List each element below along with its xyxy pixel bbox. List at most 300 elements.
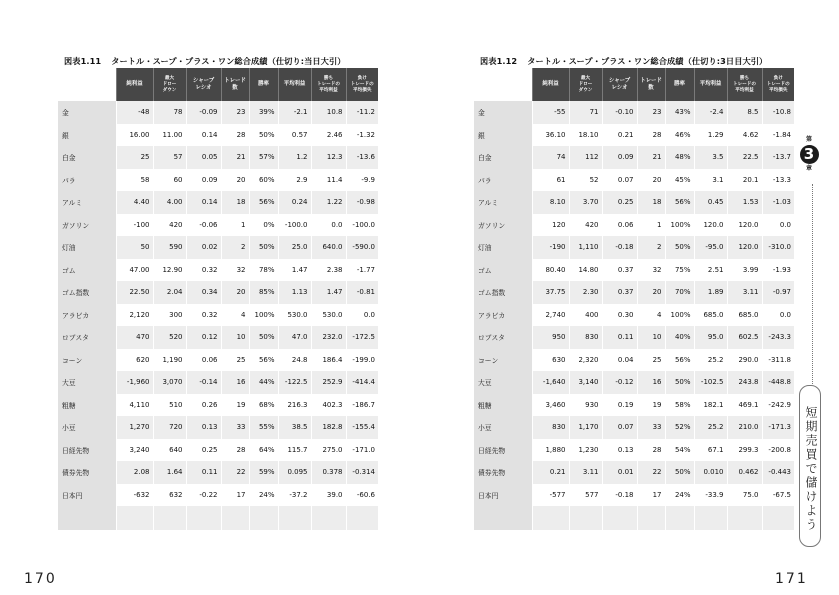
empty-cell xyxy=(278,506,311,530)
table-cell: -0.10 xyxy=(602,101,637,124)
empty-cell xyxy=(221,506,249,530)
table-cell: 590 xyxy=(153,236,186,259)
table-row xyxy=(474,416,794,439)
table-cell: 1,170 xyxy=(569,416,602,439)
table-cell: 28 xyxy=(637,124,665,147)
table-cell: 0.14 xyxy=(186,124,221,147)
table-cell: 25 xyxy=(221,349,249,372)
table-cell: 16.00 xyxy=(116,124,153,147)
empty-cell xyxy=(569,506,602,530)
table-cell: 58 xyxy=(116,169,153,192)
column-header: 負け トレードの 平均損失 xyxy=(762,68,794,101)
table-cell: 10.8 xyxy=(311,101,346,124)
header-corner xyxy=(58,68,116,101)
table-cell: 3,070 xyxy=(153,371,186,394)
table-cell: 3,140 xyxy=(569,371,602,394)
table-cell: 43% xyxy=(665,101,694,124)
table-cell: 1.89 xyxy=(694,281,727,304)
table-cell: 55% xyxy=(249,416,278,439)
table-cell: -199.0 xyxy=(346,349,378,372)
table-cell: 2.38 xyxy=(311,259,346,282)
table-cell: -95.0 xyxy=(694,236,727,259)
table-cell: 3.70 xyxy=(569,191,602,214)
empty-cell xyxy=(727,506,762,530)
chapter-suffix: 章 xyxy=(805,165,812,172)
table-cell: -590.0 xyxy=(346,236,378,259)
table-cell: 0.19 xyxy=(602,394,637,417)
results-table xyxy=(474,68,794,530)
table-cell: 3,240 xyxy=(116,439,153,462)
table-row xyxy=(474,169,794,192)
table-cell: 632 xyxy=(153,484,186,507)
table-cell: -171.0 xyxy=(346,439,378,462)
table-row xyxy=(474,236,794,259)
table-cell: 2.04 xyxy=(153,281,186,304)
table-row xyxy=(58,371,378,394)
table-cell: 12.3 xyxy=(311,146,346,169)
table-row xyxy=(474,259,794,282)
header-row xyxy=(58,68,378,101)
row-label: 債券先物 xyxy=(474,461,532,484)
row-label: アルミ xyxy=(58,191,116,214)
table-cell: 50% xyxy=(249,236,278,259)
table-cell: 1,270 xyxy=(116,416,153,439)
table-cell: 19 xyxy=(221,394,249,417)
table-cell: 0.11 xyxy=(602,326,637,349)
column-header: 最大 ドロー ダウン xyxy=(153,68,186,101)
row-label: ロブスタ xyxy=(58,326,116,349)
row-label: ゴム指数 xyxy=(58,281,116,304)
table-cell: 640.0 xyxy=(311,236,346,259)
empty-cell xyxy=(602,506,637,530)
table-cell: 3.11 xyxy=(569,461,602,484)
table-cell: 56% xyxy=(249,191,278,214)
table-cell: 2.46 xyxy=(311,124,346,147)
table-cell: 0.09 xyxy=(186,169,221,192)
table-cell: 25 xyxy=(116,146,153,169)
empty-cell xyxy=(58,506,116,530)
table-filler-row xyxy=(58,506,378,530)
table-cell: 0.11 xyxy=(186,461,221,484)
row-label: 日経先物 xyxy=(474,439,532,462)
column-header: 勝率 xyxy=(249,68,278,101)
table-cell: 58% xyxy=(665,394,694,417)
table-cell: -2.1 xyxy=(278,101,311,124)
table-cell: 74 xyxy=(532,146,569,169)
table-cell: -448.8 xyxy=(762,371,794,394)
table-cell: 3.99 xyxy=(727,259,762,282)
header-corner xyxy=(474,68,532,101)
table-row xyxy=(58,304,378,327)
table-cell: 32 xyxy=(221,259,249,282)
table-cell: 930 xyxy=(569,394,602,417)
table-cell: 520 xyxy=(153,326,186,349)
page-number: 170 xyxy=(24,571,57,587)
table-cell: 182.8 xyxy=(311,416,346,439)
table-cell: 120 xyxy=(532,214,569,237)
table-cell: -1.32 xyxy=(346,124,378,147)
table-cell: 0% xyxy=(249,214,278,237)
table-cell: 64% xyxy=(249,439,278,462)
table-cell: 22.5 xyxy=(727,146,762,169)
table-cell: 0.07 xyxy=(602,169,637,192)
table-cell: 400 xyxy=(569,304,602,327)
table-cell: -37.2 xyxy=(278,484,311,507)
table-cell: 120.0 xyxy=(694,214,727,237)
table-cell: 0.25 xyxy=(186,439,221,462)
table-cell: -155.4 xyxy=(346,416,378,439)
table-cell: 0.0 xyxy=(762,304,794,327)
table-cell: -243.3 xyxy=(762,326,794,349)
table-cell: 23 xyxy=(637,101,665,124)
table-cell: 0.37 xyxy=(602,281,637,304)
table-cell: 252.9 xyxy=(311,371,346,394)
row-label: 白金 xyxy=(474,146,532,169)
table-row xyxy=(58,259,378,282)
row-label: 白金 xyxy=(58,146,116,169)
table-cell: -0.443 xyxy=(762,461,794,484)
table-cell: -1.93 xyxy=(762,259,794,282)
table-cell: 0.0 xyxy=(346,304,378,327)
table-cell: -1.84 xyxy=(762,124,794,147)
table-row xyxy=(58,101,378,124)
row-label: ガソリン xyxy=(474,214,532,237)
table-cell: 16 xyxy=(637,371,665,394)
table-row xyxy=(58,439,378,462)
table-cell: 1.47 xyxy=(311,281,346,304)
table-cell: 2 xyxy=(637,236,665,259)
table-row xyxy=(474,439,794,462)
table-cell: 45% xyxy=(665,169,694,192)
table-cell: -122.5 xyxy=(278,371,311,394)
row-label: 金 xyxy=(58,101,116,124)
table-cell: 23 xyxy=(221,101,249,124)
table-cell: 47.0 xyxy=(278,326,311,349)
table-cell: 28 xyxy=(221,439,249,462)
table-cell: 1.53 xyxy=(727,191,762,214)
table-cell: 290.0 xyxy=(727,349,762,372)
table-cell: 22.50 xyxy=(116,281,153,304)
table-cell: 21 xyxy=(221,146,249,169)
table-cell: -13.3 xyxy=(762,169,794,192)
table-cell: 0.06 xyxy=(602,214,637,237)
table-cell: 4.40 xyxy=(116,191,153,214)
table-cell: 1,110 xyxy=(569,236,602,259)
table-cell: -0.314 xyxy=(346,461,378,484)
table-cell: 1.47 xyxy=(278,259,311,282)
table-cell: 50% xyxy=(249,124,278,147)
table-cell: 60% xyxy=(249,169,278,192)
table-cell: 0.32 xyxy=(186,304,221,327)
row-label: 小豆 xyxy=(58,416,116,439)
table-cell: 1.64 xyxy=(153,461,186,484)
empty-cell xyxy=(694,506,727,530)
row-label: 債券先物 xyxy=(58,461,116,484)
table-cell: -2.4 xyxy=(694,101,727,124)
table-cell: 48% xyxy=(665,146,694,169)
table-cell: 0.57 xyxy=(278,124,311,147)
table-row xyxy=(58,236,378,259)
table-cell: 75% xyxy=(665,259,694,282)
table-row xyxy=(58,169,378,192)
table-row xyxy=(474,394,794,417)
table-cell: -171.3 xyxy=(762,416,794,439)
table-cell: -310.0 xyxy=(762,236,794,259)
empty-cell xyxy=(186,506,221,530)
table-cell: 275.0 xyxy=(311,439,346,462)
table-cell: 18 xyxy=(221,191,249,214)
table-cell: 18 xyxy=(637,191,665,214)
table-cell: 115.7 xyxy=(278,439,311,462)
table-cell: 0.26 xyxy=(186,394,221,417)
table-cell: 36.10 xyxy=(532,124,569,147)
table-cell: 0.13 xyxy=(602,439,637,462)
table-cell: 0.37 xyxy=(602,259,637,282)
table-cell: 402.3 xyxy=(311,394,346,417)
chapter-title-tab xyxy=(799,385,821,547)
table-cell: 24% xyxy=(665,484,694,507)
table-cell: -1.77 xyxy=(346,259,378,282)
empty-cell xyxy=(116,506,153,530)
table-cell: 0.45 xyxy=(694,191,727,214)
table-cell: -0.14 xyxy=(186,371,221,394)
table-cell: 0.34 xyxy=(186,281,221,304)
table-cell: 2.51 xyxy=(694,259,727,282)
table-cell: 61 xyxy=(532,169,569,192)
row-label: 粗糖 xyxy=(58,394,116,417)
table-cell: -1,960 xyxy=(116,371,153,394)
table-cell: 17 xyxy=(221,484,249,507)
table-cell: -172.5 xyxy=(346,326,378,349)
table-row xyxy=(474,146,794,169)
table-row xyxy=(58,281,378,304)
table-cell: -242.9 xyxy=(762,394,794,417)
table-cell: -414.4 xyxy=(346,371,378,394)
table-cell: 720 xyxy=(153,416,186,439)
table-cell: 44% xyxy=(249,371,278,394)
table-cell: 530.0 xyxy=(278,304,311,327)
row-label: ゴム指数 xyxy=(474,281,532,304)
table-cell: -10.8 xyxy=(762,101,794,124)
table-cell: 530.0 xyxy=(311,304,346,327)
table-cell: -190 xyxy=(532,236,569,259)
table-cell: 50% xyxy=(665,461,694,484)
column-header: 平均利益 xyxy=(278,68,311,101)
table-cell: -1,640 xyxy=(532,371,569,394)
table-cell: -102.5 xyxy=(694,371,727,394)
empty-cell xyxy=(762,506,794,530)
table-cell: 78 xyxy=(153,101,186,124)
table-cell: 950 xyxy=(532,326,569,349)
table-cell: -0.12 xyxy=(602,371,637,394)
table-cell: 299.3 xyxy=(727,439,762,462)
row-label: 大豆 xyxy=(474,371,532,394)
table-cell: 50% xyxy=(249,326,278,349)
table-cell: 640 xyxy=(153,439,186,462)
table-cell: 50% xyxy=(665,371,694,394)
table-cell: 232.0 xyxy=(311,326,346,349)
table-row xyxy=(58,124,378,147)
table-row xyxy=(58,394,378,417)
table-cell: 510 xyxy=(153,394,186,417)
table-cell: 57 xyxy=(153,146,186,169)
table-cell: 39.0 xyxy=(311,484,346,507)
table-cell: 0.0 xyxy=(311,214,346,237)
table-cell: 25.2 xyxy=(694,416,727,439)
table-cell: 8.10 xyxy=(532,191,569,214)
table-cell: 20.1 xyxy=(727,169,762,192)
table-cell: 8.5 xyxy=(727,101,762,124)
row-label: 粗糖 xyxy=(474,394,532,417)
table-cell: 19 xyxy=(637,394,665,417)
table-row xyxy=(58,484,378,507)
table-cell: 685.0 xyxy=(694,304,727,327)
table-cell: 22 xyxy=(637,461,665,484)
table-cell: -0.06 xyxy=(186,214,221,237)
table-cell: 0.12 xyxy=(186,326,221,349)
table-cell: -13.7 xyxy=(762,146,794,169)
row-label: ゴム xyxy=(58,259,116,282)
table-cell: 685.0 xyxy=(727,304,762,327)
table-cell: 0.010 xyxy=(694,461,727,484)
table-cell: 0.378 xyxy=(311,461,346,484)
table-row xyxy=(474,101,794,124)
table-cell: 67.1 xyxy=(694,439,727,462)
column-header: 純利益 xyxy=(532,68,569,101)
table-cell: 0.24 xyxy=(278,191,311,214)
table-cell: 18.10 xyxy=(569,124,602,147)
table-cell: 0.0 xyxy=(762,214,794,237)
table-cell: 57% xyxy=(249,146,278,169)
table-cell: 216.3 xyxy=(278,394,311,417)
chapter-number-badge: 3 xyxy=(800,145,819,164)
table-cell: 56% xyxy=(249,349,278,372)
table-cell: 2 xyxy=(221,236,249,259)
table-cell: 0.06 xyxy=(186,349,221,372)
table-cell: 60 xyxy=(153,169,186,192)
table-cell: -100.0 xyxy=(278,214,311,237)
table-cell: 25.0 xyxy=(278,236,311,259)
table-cell: 0.02 xyxy=(186,236,221,259)
table-cell: 3.11 xyxy=(727,281,762,304)
table-row xyxy=(58,326,378,349)
column-header: 負け トレードの 平均損失 xyxy=(346,68,378,101)
empty-cell xyxy=(249,506,278,530)
chapter-title: 短期売買で儲けよう xyxy=(804,406,818,532)
table-cell: 4 xyxy=(637,304,665,327)
table-cell: 630 xyxy=(532,349,569,372)
table-cell: 24% xyxy=(249,484,278,507)
table-cell: 1.2 xyxy=(278,146,311,169)
table-cell: 470 xyxy=(116,326,153,349)
column-header: トレード 数 xyxy=(221,68,249,101)
table-cell: 300 xyxy=(153,304,186,327)
table-cell: 75.0 xyxy=(727,484,762,507)
results-table-container xyxy=(474,68,794,530)
table-cell: 32 xyxy=(637,259,665,282)
table-cell: 21 xyxy=(637,146,665,169)
table-cell: 420 xyxy=(153,214,186,237)
table-cell: 40% xyxy=(665,326,694,349)
row-label: 日本円 xyxy=(58,484,116,507)
row-label: アラビカ xyxy=(58,304,116,327)
table-cell: 186.4 xyxy=(311,349,346,372)
table-cell: 0.21 xyxy=(532,461,569,484)
table-cell: 182.1 xyxy=(694,394,727,417)
table-cell: 80.40 xyxy=(532,259,569,282)
table-cell: -67.5 xyxy=(762,484,794,507)
empty-cell xyxy=(532,506,569,530)
table-cell: 14.80 xyxy=(569,259,602,282)
row-label: ゴム xyxy=(474,259,532,282)
table-filler-row xyxy=(474,506,794,530)
table-row xyxy=(474,349,794,372)
row-label: パラ xyxy=(474,169,532,192)
table-cell: 39% xyxy=(249,101,278,124)
table-cell: 4,110 xyxy=(116,394,153,417)
table-cell: 11.00 xyxy=(153,124,186,147)
table-cell: 0.04 xyxy=(602,349,637,372)
table-cell: 33 xyxy=(221,416,249,439)
table-cell: -577 xyxy=(532,484,569,507)
empty-cell xyxy=(665,506,694,530)
table-cell: 20 xyxy=(221,169,249,192)
table-cell: 11.4 xyxy=(311,169,346,192)
table-row xyxy=(474,124,794,147)
table-cell: 1,190 xyxy=(153,349,186,372)
table-cell: 2,320 xyxy=(569,349,602,372)
table-cell: -0.18 xyxy=(602,236,637,259)
table-cell: 37.75 xyxy=(532,281,569,304)
table-cell: 2.30 xyxy=(569,281,602,304)
table-cell: 85% xyxy=(249,281,278,304)
table-cell: 38.5 xyxy=(278,416,311,439)
table-cell: 3.5 xyxy=(694,146,727,169)
table-cell: 100% xyxy=(249,304,278,327)
table-cell: 1.29 xyxy=(694,124,727,147)
row-label: アラビカ xyxy=(474,304,532,327)
table-cell: -100 xyxy=(116,214,153,237)
results-table xyxy=(58,68,378,530)
table-cell: 33 xyxy=(637,416,665,439)
table-row xyxy=(58,214,378,237)
table-cell: 0.07 xyxy=(602,416,637,439)
row-label: 銀 xyxy=(474,124,532,147)
table-cell: 1.22 xyxy=(311,191,346,214)
table-row xyxy=(474,191,794,214)
row-label: ガソリン xyxy=(58,214,116,237)
table-cell: 0.25 xyxy=(602,191,637,214)
table-cell: 830 xyxy=(532,416,569,439)
row-label: パラ xyxy=(58,169,116,192)
table-cell: 2.08 xyxy=(116,461,153,484)
results-table-container xyxy=(58,68,378,530)
table-cell: -0.97 xyxy=(762,281,794,304)
row-label: コーン xyxy=(58,349,116,372)
table-row xyxy=(474,281,794,304)
column-header: 最大 ドロー ダウン xyxy=(569,68,602,101)
empty-cell xyxy=(346,506,378,530)
table-cell: 78% xyxy=(249,259,278,282)
table-cell: 830 xyxy=(569,326,602,349)
table-cell: 25 xyxy=(637,349,665,372)
table-row xyxy=(58,191,378,214)
column-header: シャープ レシオ xyxy=(602,68,637,101)
table-cell: 20 xyxy=(221,281,249,304)
table-cell: 4 xyxy=(221,304,249,327)
table-caption xyxy=(480,56,767,67)
row-label: 小豆 xyxy=(474,416,532,439)
